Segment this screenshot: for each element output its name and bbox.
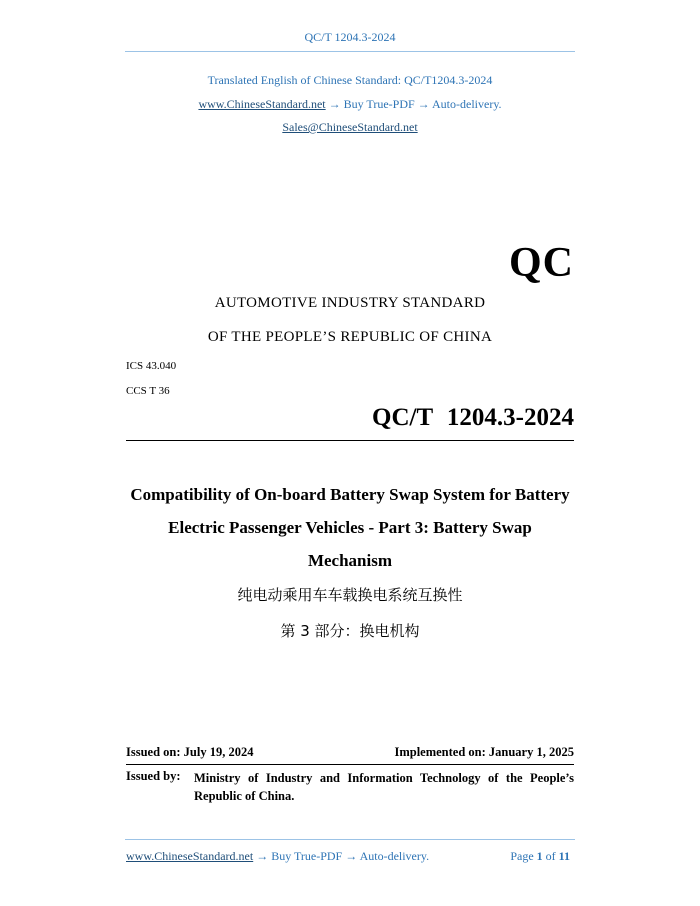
footer-divider [125, 839, 575, 840]
title-line-2: Electric Passenger Vehicles - Part 3: Battery Swap [168, 518, 532, 537]
running-header: QC/T 1204.3-2024 [304, 30, 396, 44]
footer-purchase-line [126, 849, 429, 864]
org-line-2: OF THE PEOPLE’S REPUBLIC OF CHINA [207, 329, 493, 345]
page-indicator [510, 849, 570, 864]
purchase-line [0, 97, 700, 112]
page-number: 1 [536, 849, 543, 863]
chinese-title-1: 纯电动乘用车车载换电系统互换性 [237, 586, 463, 604]
qc-brand: QC [509, 240, 574, 286]
website-link[interactable]: www.ChineseStandard.net [198, 97, 326, 111]
footer-website-link[interactable]: www.ChineseStandard.net [126, 849, 254, 863]
header-divider [125, 51, 575, 52]
standard-number: QC/T 1204.3-2024 [372, 404, 574, 431]
ics-code: ICS 43.040 [126, 360, 177, 372]
issuer-text: Ministry of Industry and Information Technology of the People’s Republic of China. [194, 771, 574, 803]
implemented-date: Implemented on: January 1, 2025 [394, 745, 574, 759]
page-total: 11 [558, 849, 570, 863]
title-line-3: Mechanism [307, 551, 393, 570]
issuer-label: Issued by: [126, 769, 181, 783]
ccs-code: CCS T 36 [126, 385, 170, 397]
chinese-title-2: 第 3 部分：换电机构 [280, 622, 420, 640]
title-divider [126, 440, 574, 441]
translation-notice: Translated English of Chinese Standard: QC/T1204.3-2024 [207, 73, 493, 87]
purchase-text: → Buy True-PDF → Auto-delivery. [325, 97, 502, 111]
email-line [0, 120, 700, 135]
issued-date: Issued on: July 19, 2024 [126, 745, 254, 759]
email-link[interactable]: Sales@ChineseStandard.net [282, 120, 418, 134]
page-label: Page [510, 849, 534, 863]
footer-purchase-text: → Buy True-PDF → Auto-delivery. [253, 849, 430, 863]
org-line-1: AUTOMOTIVE INDUSTRY STANDARD [214, 295, 486, 311]
dates-divider [126, 764, 574, 765]
title-line-1: Compatibility of On-board Battery Swap System for Battery [130, 485, 570, 504]
of-label: of [545, 849, 556, 863]
